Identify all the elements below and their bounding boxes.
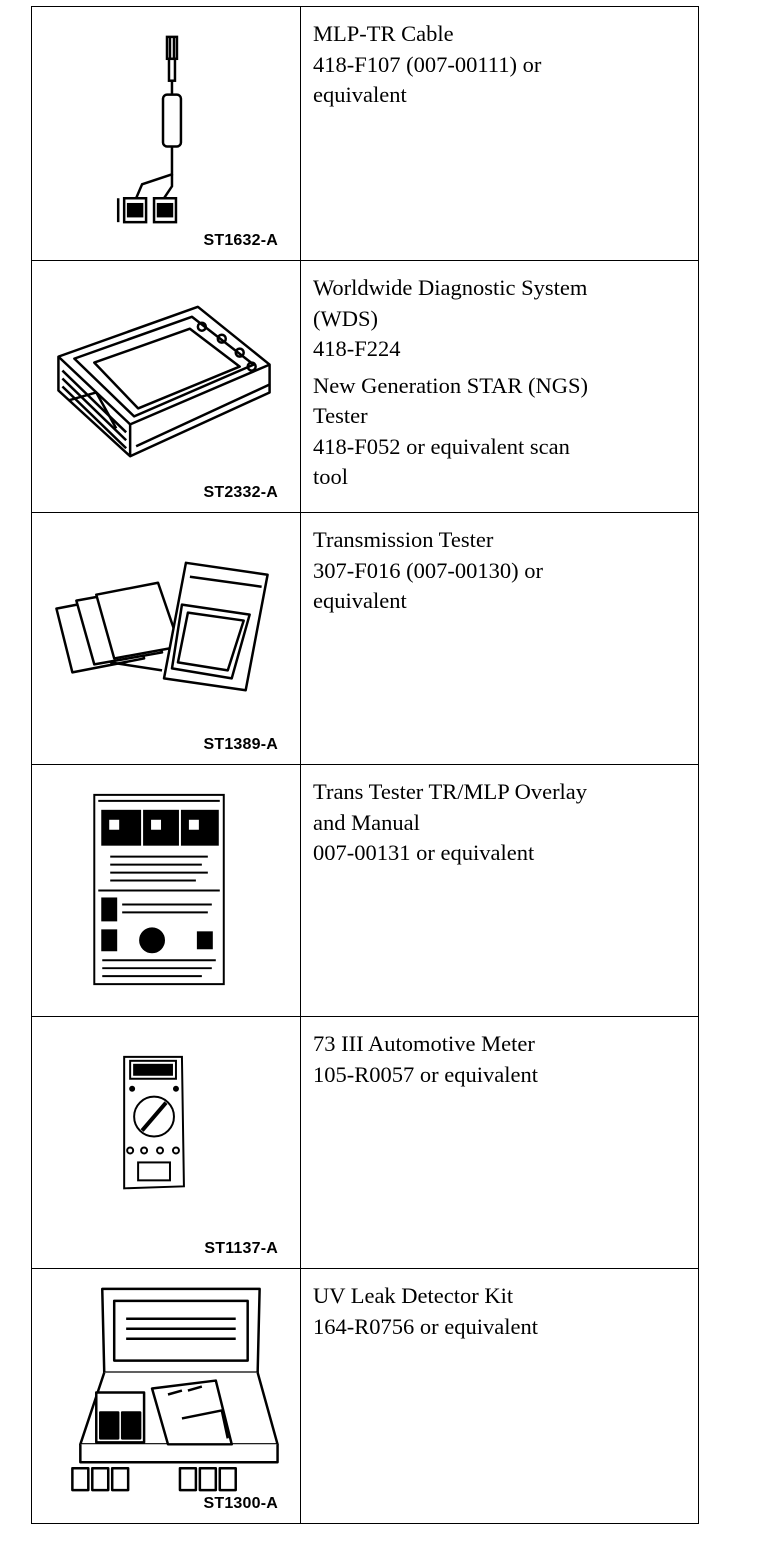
tool-name: and Manual xyxy=(313,809,420,835)
diagnostic-tablet-icon xyxy=(32,261,300,512)
tool-part-number: 307-F016 (007-00130) or xyxy=(313,557,543,583)
tool-illustration-cell xyxy=(32,7,301,261)
transmission-tester-icon xyxy=(32,513,300,764)
tool-name: (WDS) xyxy=(313,305,378,331)
tool-name: Transmission Tester xyxy=(313,527,494,552)
tool-part-number: 164-R0756 or equivalent xyxy=(313,1313,538,1339)
tool-part-number: equivalent xyxy=(313,82,407,107)
tool-name: Tester xyxy=(313,403,368,428)
overlay-manual-icon xyxy=(32,765,300,1016)
tool-illustration-cell xyxy=(32,261,301,513)
table-row xyxy=(32,765,699,1017)
table-row xyxy=(32,513,699,765)
figure-code: ST1300-A xyxy=(203,1495,278,1512)
tool-description-cell xyxy=(301,765,699,1017)
table-row xyxy=(32,261,699,513)
table-row xyxy=(32,1269,699,1524)
tool-part-number: 105-R0057 or equivalent xyxy=(313,1061,538,1087)
tool-name: Trans Tester TR/MLP Overlay xyxy=(313,779,588,804)
table-row xyxy=(32,1017,699,1269)
tool-part-number: tool xyxy=(313,464,349,489)
figure-code: ST1632-A xyxy=(203,232,278,249)
tool-name: New Generation STAR (NGS) xyxy=(313,372,589,398)
tool-description-cell xyxy=(301,1269,699,1524)
automotive-meter-icon xyxy=(32,1017,300,1268)
tool-illustration-cell xyxy=(32,1269,301,1524)
tool-description-cell xyxy=(301,7,699,261)
tool-description-cell xyxy=(301,1017,699,1269)
tool-illustration-cell xyxy=(32,1017,301,1269)
tool-part-number: 418-F224 xyxy=(313,336,401,361)
figure-code: ST2332-A xyxy=(203,484,278,501)
figure-code: ST1389-A xyxy=(203,736,278,753)
tool-name: UV Leak Detector Kit xyxy=(313,1283,514,1308)
tool-part-number: 418-F052 or equivalent scan xyxy=(313,433,570,459)
figure-code: ST1137-A xyxy=(204,1240,278,1257)
tool-name: 73 III Automotive Meter xyxy=(313,1031,535,1056)
tool-description-cell xyxy=(301,513,699,765)
special-tools-table xyxy=(31,6,699,1524)
tool-part-number: 418-F107 (007-00111) or xyxy=(313,51,542,77)
table-row xyxy=(32,7,699,261)
mlp-tr-cable-icon xyxy=(32,7,300,260)
tool-illustration-cell xyxy=(32,765,301,1017)
tool-name: MLP-TR Cable xyxy=(313,21,454,46)
tool-part-number: equivalent xyxy=(313,588,407,613)
tool-description-cell xyxy=(301,261,699,513)
uv-leak-detector-kit-icon xyxy=(32,1269,300,1523)
tool-name: Worldwide Diagnostic System xyxy=(313,275,588,300)
tool-illustration-cell xyxy=(32,513,301,765)
tool-part-number: 007-00131 or equivalent xyxy=(313,840,535,865)
